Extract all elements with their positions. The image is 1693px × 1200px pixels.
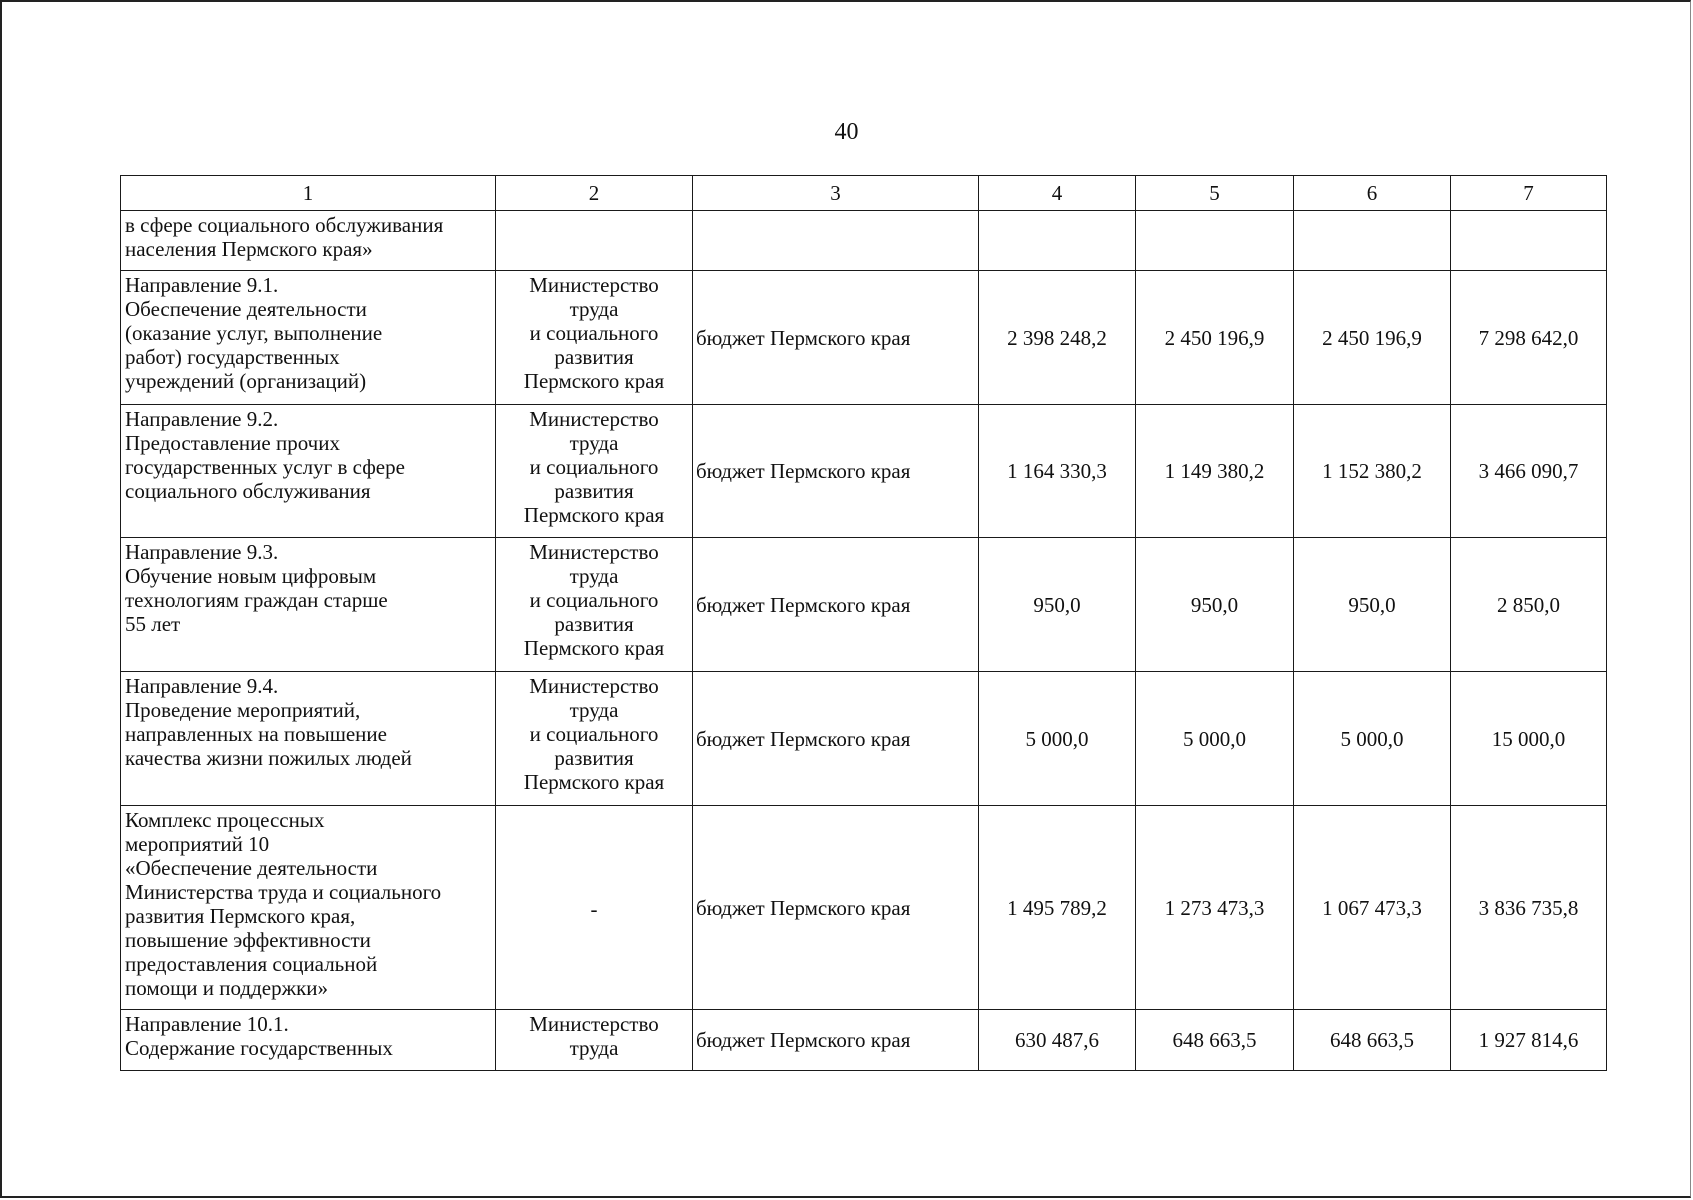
row-amount-c5: 950,0 — [1136, 538, 1294, 672]
executor-line: труда — [569, 1036, 619, 1060]
executor-line: Министерство — [529, 407, 659, 431]
row-amount-c5: 648 663,5 — [1136, 1010, 1294, 1071]
executor-line: труда — [569, 297, 619, 321]
description-line: технологиям граждан старше — [125, 588, 388, 612]
column-number: 3 — [693, 176, 979, 211]
row-executor — [496, 271, 693, 405]
column-number: 7 — [1451, 176, 1607, 211]
description-line: работ) государственных — [125, 345, 340, 369]
description-line: качества жизни пожилых людей — [125, 746, 412, 770]
table-row — [121, 211, 1607, 271]
column-number-row — [121, 176, 1607, 211]
row-funding-source: бюджет Пермского края — [693, 806, 979, 1010]
row-description — [121, 806, 496, 1010]
executor-line: Министерство — [529, 273, 659, 297]
executor-line: - — [590, 896, 598, 921]
row-amount-c5: 2 450 196,9 — [1136, 271, 1294, 405]
row-amount-c6 — [1294, 211, 1451, 271]
row-amount-c4: 2 398 248,2 — [979, 271, 1136, 405]
description-line: Министерства труда и социального — [125, 880, 442, 904]
row-funding-source: бюджет Пермского края — [693, 271, 979, 405]
row-executor — [496, 405, 693, 538]
description-line: Обучение новым цифровым — [125, 564, 377, 588]
row-amount-c7: 15 000,0 — [1451, 672, 1607, 806]
executor-line: Пермского края — [523, 503, 665, 527]
executor-line: развития — [554, 345, 634, 369]
description-line: государственных услуг в сфере — [125, 455, 405, 479]
row-amount-c4: 5 000,0 — [979, 672, 1136, 806]
executor-line: развития — [554, 746, 634, 770]
row-amount-c6: 5 000,0 — [1294, 672, 1451, 806]
description-line: «Обеспечение деятельности — [125, 856, 378, 880]
description-line: Направление 10.1. — [125, 1012, 289, 1036]
row-amount-c4 — [979, 211, 1136, 271]
executor-line: развития — [554, 612, 634, 636]
row-funding-source: бюджет Пермского края — [693, 538, 979, 672]
description-line: Проведение мероприятий, — [125, 698, 361, 722]
executor-line: труда — [569, 698, 619, 722]
description-line: Комплекс процессных — [125, 808, 325, 832]
page-number: 40 — [834, 119, 859, 145]
row-amount-c5: 5 000,0 — [1136, 672, 1294, 806]
row-amount-c4: 1 164 330,3 — [979, 405, 1136, 538]
row-amount-c6: 2 450 196,9 — [1294, 271, 1451, 405]
row-description — [121, 1010, 496, 1071]
column-number: 6 — [1294, 176, 1451, 211]
description-line: предоставления социальной — [125, 952, 378, 976]
executor-line: и социального — [529, 455, 659, 479]
row-amount-c7: 3 466 090,7 — [1451, 405, 1607, 538]
description-line: Направление 9.4. — [125, 674, 279, 698]
row-funding-source — [693, 211, 979, 271]
row-amount-c5: 1 273 473,3 — [1136, 806, 1294, 1010]
executor-line: и социального — [529, 722, 659, 746]
table-row — [121, 271, 1607, 405]
description-line: мероприятий 10 — [125, 832, 270, 856]
row-description — [121, 538, 496, 672]
row-executor — [496, 211, 693, 271]
description-line: Направление 9.3. — [125, 540, 279, 564]
row-amount-c6: 950,0 — [1294, 538, 1451, 672]
description-line: направленных на повышение — [125, 722, 387, 746]
column-number: 4 — [979, 176, 1136, 211]
row-amount-c7: 1 927 814,6 — [1451, 1010, 1607, 1071]
executor-line: и социального — [529, 321, 659, 345]
description-line: Содержание государственных — [125, 1036, 393, 1060]
row-funding-source: бюджет Пермского края — [693, 1010, 979, 1071]
executor-line: развития — [554, 479, 634, 503]
executor-line: Пермского края — [523, 369, 665, 393]
executor-line: и социального — [529, 588, 659, 612]
executor-line: Пермского края — [523, 636, 665, 660]
row-description — [121, 405, 496, 538]
table-row — [121, 1010, 1607, 1071]
row-executor — [496, 1010, 693, 1071]
column-number: 2 — [496, 176, 693, 211]
row-amount-c6: 1 152 380,2 — [1294, 405, 1451, 538]
row-amount-c4: 630 487,6 — [979, 1010, 1136, 1071]
description-line: помощи и поддержки» — [125, 976, 329, 1000]
budget-table — [120, 175, 1607, 1071]
row-amount-c4: 1 495 789,2 — [979, 806, 1136, 1010]
row-executor — [496, 538, 693, 672]
table-row — [121, 672, 1607, 806]
description-line: развития Пермского края, — [125, 904, 356, 928]
description-line: (оказание услуг, выполнение — [125, 321, 383, 345]
column-number: 5 — [1136, 176, 1294, 211]
row-funding-source: бюджет Пермского края — [693, 405, 979, 538]
row-amount-c7: 7 298 642,0 — [1451, 271, 1607, 405]
row-amount-c7 — [1451, 211, 1607, 271]
description-line: 55 лет — [125, 612, 181, 636]
table-row — [121, 538, 1607, 672]
table-row — [121, 405, 1607, 538]
executor-line: труда — [569, 564, 619, 588]
description-line: Обеспечение деятельности — [125, 297, 367, 321]
column-number: 1 — [121, 176, 496, 211]
description-line: учреждений (организаций) — [125, 369, 367, 393]
description-line: социального обслуживания — [125, 479, 371, 503]
executor-line: Министерство — [529, 674, 659, 698]
executor-line: труда — [569, 431, 619, 455]
row-amount-c5 — [1136, 211, 1294, 271]
description-line: в сфере социального обслуживания — [125, 213, 444, 237]
row-amount-c7: 2 850,0 — [1451, 538, 1607, 672]
row-amount-c6: 1 067 473,3 — [1294, 806, 1451, 1010]
description-line: повышение эффективности — [125, 928, 371, 952]
row-funding-source: бюджет Пермского края — [693, 672, 979, 806]
description-line: Предоставление прочих — [125, 431, 340, 455]
executor-line: Министерство — [529, 540, 659, 564]
executor-line: Министерство — [529, 1012, 659, 1036]
row-amount-c6: 648 663,5 — [1294, 1010, 1451, 1071]
table-row — [121, 806, 1607, 1010]
row-amount-c4: 950,0 — [979, 538, 1136, 672]
row-description — [121, 271, 496, 405]
executor-line: Пермского края — [523, 770, 665, 794]
row-executor — [496, 672, 693, 806]
row-executor — [496, 806, 693, 1010]
row-amount-c7: 3 836 735,8 — [1451, 806, 1607, 1010]
description-line: Направление 9.2. — [125, 407, 279, 431]
row-amount-c5: 1 149 380,2 — [1136, 405, 1294, 538]
row-description — [121, 672, 496, 806]
description-line: Направление 9.1. — [125, 273, 279, 297]
description-line: населения Пермского края» — [125, 237, 373, 261]
row-description — [121, 211, 496, 271]
